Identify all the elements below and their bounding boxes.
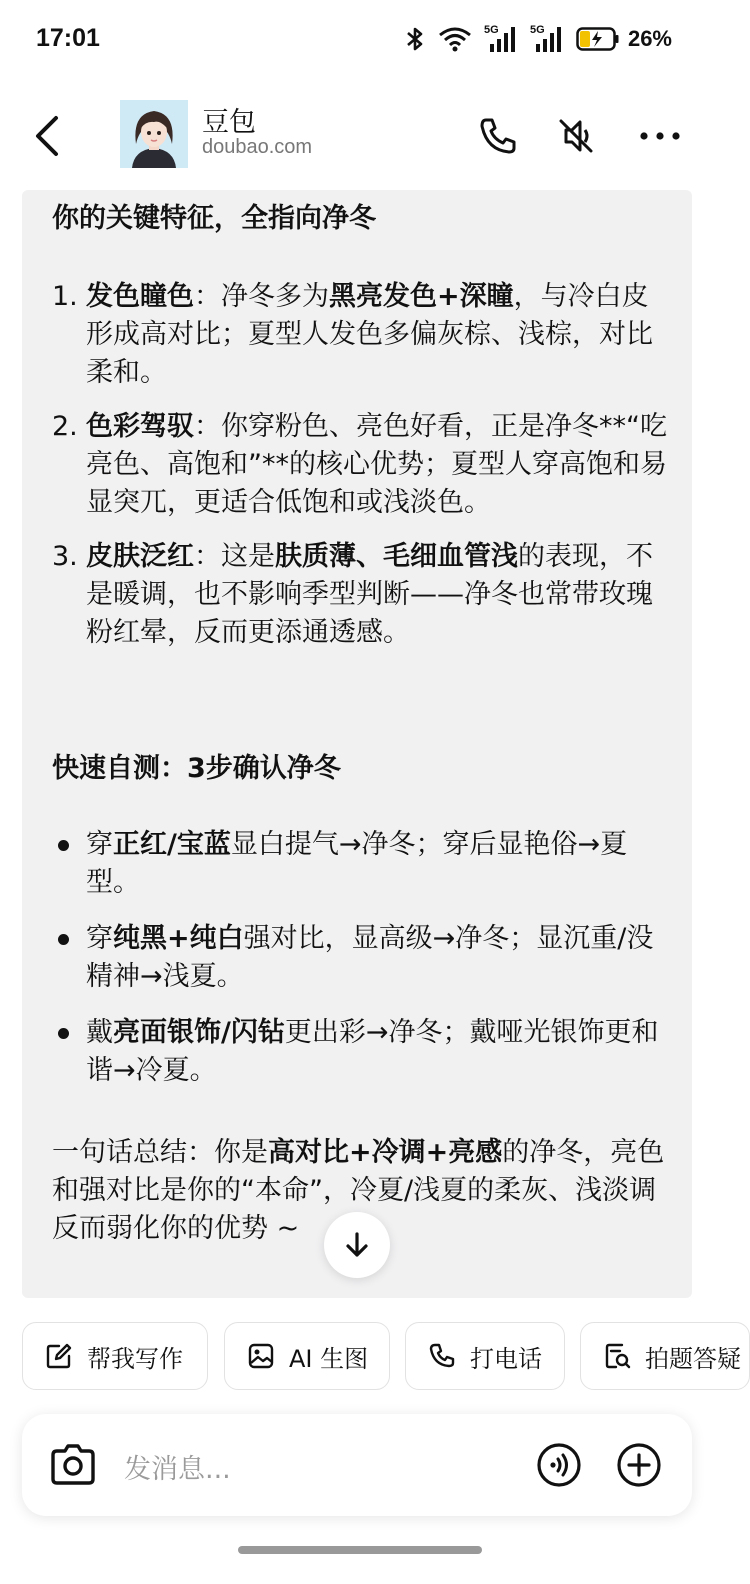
battery-charging-icon xyxy=(576,26,620,52)
feature-body xyxy=(86,541,653,648)
image-icon xyxy=(247,1342,275,1370)
signal-bars-icon xyxy=(484,24,518,54)
bullet-dot xyxy=(58,934,69,945)
bullet-dot xyxy=(58,1028,69,1039)
chip-label: AI 生图 xyxy=(289,1344,369,1373)
voice-wave-icon xyxy=(536,1442,582,1488)
status-time: 17:01 xyxy=(36,24,100,52)
mute-button[interactable] xyxy=(552,112,600,160)
self-test-pre: 穿 xyxy=(86,829,113,860)
summary-post: 的净冬，亮色和强对比是你的“本命”，冷夏/浅夏的柔灰、浅淡调反而弱化你的优势 ~ xyxy=(52,1137,665,1244)
self-test-heading: 快速自测：3步确认净冬 xyxy=(52,753,341,784)
suggestion-chips xyxy=(22,1322,741,1390)
avatar[interactable] xyxy=(120,100,188,168)
self-test-pre: 穿 xyxy=(86,923,113,954)
self-test-bold: 纯黑+纯白 xyxy=(113,923,244,954)
chip-call[interactable] xyxy=(405,1322,565,1390)
signal-1 xyxy=(484,24,518,54)
feature-item xyxy=(52,408,670,522)
status-icons xyxy=(404,22,672,56)
chat-header xyxy=(0,92,720,182)
feature-title: 色彩驾驭 xyxy=(86,411,194,442)
message-input-bar xyxy=(22,1414,692,1516)
more-icon xyxy=(636,112,684,160)
phone-icon xyxy=(474,112,522,160)
feature-bold: 黑亮发色+深瞳 xyxy=(329,281,514,312)
self-test-post: 显白提气→净冬；穿后显艳俗→夏型。 xyxy=(86,829,628,898)
feature-title: 皮肤泛红 xyxy=(86,541,194,572)
self-test-list xyxy=(52,826,670,1090)
voice-button[interactable] xyxy=(536,1442,582,1492)
self-test-item xyxy=(52,1014,670,1090)
feature-list xyxy=(52,278,670,652)
network-label-2: 5G xyxy=(529,24,545,36)
self-test-item xyxy=(52,826,670,902)
feature-text: ：净冬多为 xyxy=(194,281,329,312)
back-arrow-icon xyxy=(28,112,68,160)
feature-item xyxy=(52,538,670,652)
battery-percent: 26% xyxy=(627,26,672,51)
feature-number: 2. xyxy=(52,411,78,442)
feature-bold: 肤质薄、毛细血管浅 xyxy=(275,541,518,572)
self-test-post: 更出彩→净冬；戴哑光银饰更和谐→冷夏。 xyxy=(86,1017,659,1086)
contact-domain: doubao.com xyxy=(202,136,313,158)
message-heading: 你的关键特征，全指向净冬 xyxy=(52,203,376,234)
chip-label: 帮我写作 xyxy=(87,1344,183,1373)
chip-photo-question[interactable] xyxy=(580,1322,750,1390)
speaker-muted-icon xyxy=(552,112,600,160)
feature-title: 发色瞳色 xyxy=(86,281,194,312)
feature-number: 1. xyxy=(52,281,78,312)
status-bar xyxy=(0,0,720,80)
feature-item xyxy=(52,278,670,392)
photo-question-icon xyxy=(603,1342,631,1370)
message-input[interactable]: 发消息... xyxy=(124,1454,231,1485)
chip-write[interactable] xyxy=(22,1322,208,1390)
chip-label: 拍题答疑 xyxy=(645,1344,741,1373)
feature-text: ：这是 xyxy=(194,541,275,572)
feature-number: 3. xyxy=(52,541,78,572)
feature-text: ：你穿粉色、亮色好看，正是净冬**“吃亮色、高饱和”**的核心优势；夏型人穿高饱和易显突兀，更适合低饱和或浅淡色。 xyxy=(86,411,667,518)
chip-ai-image[interactable] xyxy=(224,1322,390,1390)
edit-icon xyxy=(45,1342,73,1370)
chip-label: 打电话 xyxy=(470,1344,542,1373)
assistant-message xyxy=(22,190,692,1298)
more-button[interactable] xyxy=(636,112,684,160)
feature-body xyxy=(86,281,653,388)
self-test-post: 强对比，显高级→净冬；显沉重/没精神→浅夏。 xyxy=(86,923,654,992)
back-button[interactable] xyxy=(28,112,68,160)
call-button[interactable] xyxy=(474,112,522,160)
self-test-bold: 亮面银饰/闪钻 xyxy=(113,1017,285,1048)
self-test-bold: 正红/宝蓝 xyxy=(113,829,231,860)
camera-icon xyxy=(50,1443,96,1487)
contact-name: 豆包 xyxy=(202,107,256,138)
feature-text: 的表现，不是暖调，也不影响季型判断——净冬也常带玫瑰粉红晕，反而更添通透感。 xyxy=(86,541,653,648)
scroll-to-bottom-button[interactable] xyxy=(324,1212,390,1278)
phone-icon xyxy=(428,1342,456,1370)
bullet-dot xyxy=(58,840,69,851)
arrow-down-icon xyxy=(342,1230,372,1260)
self-test-pre: 戴 xyxy=(86,1017,113,1048)
network-label-1: 5G xyxy=(483,24,499,36)
camera-button[interactable] xyxy=(50,1443,96,1491)
summary-bold: 高对比+冷调+亮感 xyxy=(268,1137,503,1168)
plus-circle-icon xyxy=(616,1442,662,1488)
self-test-item xyxy=(52,920,670,996)
avatar-illustration xyxy=(120,100,188,168)
wifi-icon xyxy=(438,26,472,52)
signal-bars-icon xyxy=(530,24,564,54)
bluetooth-icon xyxy=(404,25,426,53)
feature-text: ，与冷白皮形成高对比；夏型人发色多偏灰棕、浅棕，对比柔和。 xyxy=(86,281,653,388)
home-indicator[interactable] xyxy=(238,1546,482,1554)
feature-body xyxy=(86,411,667,518)
summary-pre: 一句话总结：你是 xyxy=(52,1137,268,1168)
signal-2 xyxy=(530,24,564,54)
add-button[interactable] xyxy=(616,1442,662,1492)
